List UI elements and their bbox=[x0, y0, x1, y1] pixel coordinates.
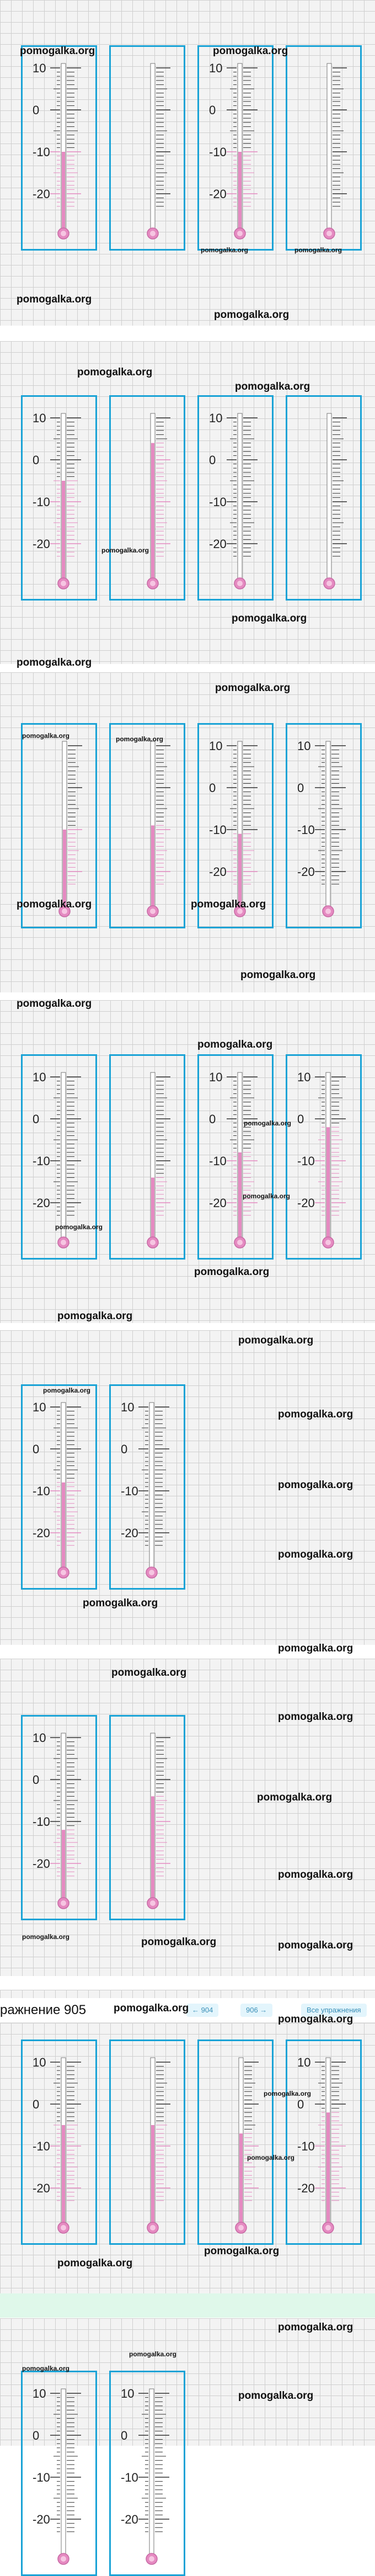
scale-label: 10 bbox=[121, 1400, 135, 1414]
watermark-text: pomogalka.org bbox=[257, 1792, 333, 1803]
bulb-highlight bbox=[150, 909, 156, 914]
thermometer bbox=[109, 2371, 185, 2576]
watermark-text: pomogalka.org bbox=[57, 1310, 133, 1322]
watermark-text: pomogalka.org bbox=[55, 1223, 103, 1231]
thermometer-svg bbox=[23, 725, 95, 927]
watermark-text: pomogalka.org bbox=[17, 899, 92, 910]
thermometer-svg bbox=[111, 2372, 184, 2574]
scale-label: 10 bbox=[209, 739, 223, 753]
scale-label: -10 bbox=[209, 823, 227, 837]
scale-label: -10 bbox=[121, 1484, 138, 1498]
scale-label: 0 bbox=[33, 2097, 40, 2111]
thermometer-tube bbox=[149, 2389, 154, 2559]
bulb-highlight bbox=[150, 1900, 156, 1906]
thermometer-svg bbox=[111, 47, 184, 249]
scale-label: -10 bbox=[33, 1484, 50, 1498]
watermark-text: pomogalka.org bbox=[204, 2245, 280, 2257]
thermometer-svg bbox=[287, 47, 360, 249]
watermark-text: pomogalka.org bbox=[244, 1119, 292, 1127]
scale-label: -10 bbox=[33, 2139, 50, 2153]
scale-label: -20 bbox=[33, 187, 50, 201]
thermometer-tube bbox=[61, 2389, 66, 2559]
thermometer-svg bbox=[111, 725, 184, 927]
prev-exercise-button[interactable]: ← 904 bbox=[186, 2004, 218, 2017]
thermometer-svg bbox=[111, 1056, 184, 1258]
scale-label: -20 bbox=[33, 1196, 50, 1210]
thermometer bbox=[109, 2039, 185, 2245]
scale-label: 10 bbox=[33, 1400, 46, 1414]
scale-label: 10 bbox=[209, 1070, 223, 1084]
scale-label: 0 bbox=[33, 1112, 40, 1126]
watermark-text: pomogalka.org bbox=[264, 2090, 312, 2097]
watermark-text: pomogalka.org bbox=[215, 682, 291, 694]
scale-label: 0 bbox=[33, 103, 40, 117]
scale-label: 10 bbox=[33, 1070, 46, 1084]
watermark-text: pomogalka.org bbox=[22, 1933, 70, 1941]
watermark-text: pomogalka.org bbox=[191, 899, 266, 910]
bulb-highlight bbox=[61, 231, 66, 236]
next-exercise-button[interactable]: 906 → bbox=[240, 2004, 272, 2017]
watermark-text: pomogalka.org bbox=[240, 969, 316, 981]
thermometer-tube bbox=[238, 413, 242, 583]
thermometer bbox=[109, 45, 185, 251]
scale-label: 0 bbox=[297, 781, 304, 795]
watermark-text: pomogalka.org bbox=[278, 1409, 353, 1420]
thermometer bbox=[21, 723, 97, 928]
thermometer bbox=[197, 45, 274, 251]
scale-label: -10 bbox=[297, 2139, 315, 2153]
scale-label: -20 bbox=[33, 537, 50, 551]
thermometer bbox=[21, 395, 97, 601]
scale-label: 10 bbox=[297, 2056, 311, 2069]
thermometer-svg bbox=[111, 397, 184, 599]
scale-label: 10 bbox=[297, 739, 311, 753]
bulb-highlight bbox=[149, 1570, 154, 1575]
watermark-text: pomogalka.org bbox=[213, 45, 288, 57]
scale-label: 0 bbox=[209, 103, 216, 117]
scale-label: 10 bbox=[33, 61, 46, 75]
scale-label: 0 bbox=[33, 1442, 40, 1456]
scale-label: -10 bbox=[33, 495, 50, 509]
thermometer-svg bbox=[199, 47, 272, 249]
watermark-text: pomogalka.org bbox=[201, 246, 249, 254]
watermark-text: pomogalka.org bbox=[278, 1479, 353, 1491]
watermark-text: pomogalka.org bbox=[43, 1387, 91, 1394]
scale-label: -20 bbox=[297, 1196, 315, 1210]
scale-label: -20 bbox=[121, 1526, 138, 1540]
thermometer-tube bbox=[61, 1072, 66, 1242]
thermometer bbox=[109, 1384, 185, 1590]
thermometer bbox=[21, 1715, 97, 1920]
watermark-text: pomogalka.org bbox=[197, 1039, 273, 1050]
scale-label: 0 bbox=[209, 453, 216, 467]
watermark-text: pomogalka.org bbox=[232, 613, 307, 624]
thermometer bbox=[286, 45, 362, 251]
scale-label: -20 bbox=[121, 2513, 138, 2526]
thermometer-svg bbox=[23, 2041, 95, 2243]
watermark-text: pomogalka.org bbox=[129, 2350, 177, 2358]
scale-label: 10 bbox=[209, 411, 223, 425]
watermark-text: pomogalka.org bbox=[116, 735, 164, 743]
thermometer-svg bbox=[287, 1056, 360, 1258]
thermometer-tube bbox=[327, 63, 331, 233]
scale-label: 0 bbox=[121, 1442, 128, 1456]
thermometer bbox=[197, 395, 274, 601]
bulb-highlight bbox=[237, 231, 243, 236]
watermark-text: pomogalka.org bbox=[17, 294, 92, 305]
thermometer-tube bbox=[326, 741, 330, 911]
watermark-text: pomogalka.org bbox=[238, 1335, 314, 1346]
scale-label: 10 bbox=[33, 411, 46, 425]
thermometer bbox=[21, 1384, 97, 1590]
thermometer-svg bbox=[287, 397, 360, 599]
bulb-highlight bbox=[61, 581, 66, 586]
bulb-highlight bbox=[325, 909, 331, 914]
scale-label: -10 bbox=[33, 1815, 50, 1829]
thermometer bbox=[286, 1054, 362, 1260]
scale-label: -20 bbox=[33, 1857, 50, 1871]
liquid-column bbox=[239, 2133, 243, 2228]
scale-label: -20 bbox=[297, 865, 315, 879]
thermometer bbox=[21, 45, 97, 251]
watermark-text: pomogalka.org bbox=[22, 2365, 70, 2372]
thermometer bbox=[286, 723, 362, 928]
bulb-highlight bbox=[61, 1570, 66, 1575]
liquid-column bbox=[62, 1830, 65, 1903]
watermark-text: pomogalka.org bbox=[20, 45, 95, 57]
scale-label: 10 bbox=[121, 2387, 135, 2400]
bulb-highlight bbox=[326, 231, 332, 236]
liquid-column bbox=[151, 1177, 154, 1242]
thermometer bbox=[21, 2371, 97, 2576]
exercise-title: ражнение 905 bbox=[0, 2003, 87, 2017]
scale-label: 10 bbox=[209, 61, 223, 75]
watermark-text: pomogalka.org bbox=[17, 657, 92, 668]
liquid-column bbox=[238, 1152, 242, 1242]
scale-label: -10 bbox=[33, 1154, 50, 1168]
watermark-text: pomogalka.org bbox=[278, 1643, 353, 1654]
all-exercises-button[interactable]: Все упражнения bbox=[301, 2004, 367, 2017]
thermometer bbox=[21, 2039, 97, 2245]
scale-label: -10 bbox=[297, 1154, 315, 1168]
scale-label: 0 bbox=[33, 1773, 40, 1787]
thermometer bbox=[197, 723, 274, 928]
thermometer-svg bbox=[111, 2041, 184, 2243]
thermometer-svg bbox=[199, 2041, 272, 2243]
thermometer-svg bbox=[287, 725, 360, 927]
bulb-highlight bbox=[61, 1900, 66, 1906]
scale-label: -20 bbox=[209, 187, 227, 201]
watermark-text: pomogalka.org bbox=[278, 1549, 353, 1560]
watermark-text: pomogalka.org bbox=[247, 2154, 295, 2161]
thermometer-svg bbox=[23, 47, 95, 249]
thermometer-svg bbox=[199, 725, 272, 927]
liquid-column bbox=[62, 2125, 65, 2228]
watermark-text: pomogalka.org bbox=[57, 2258, 133, 2269]
liquid-column bbox=[326, 1127, 330, 1242]
liquid-column bbox=[151, 1796, 154, 1903]
scale-label: -20 bbox=[209, 537, 227, 551]
scale-label: 0 bbox=[121, 2429, 128, 2442]
bulb-highlight bbox=[238, 2225, 244, 2230]
bulb-highlight bbox=[149, 2556, 154, 2562]
thermometer-svg bbox=[199, 1056, 272, 1258]
watermark-text: pomogalka.org bbox=[194, 1266, 270, 1278]
scale-label: 0 bbox=[297, 1112, 304, 1126]
scale-label: -10 bbox=[33, 145, 50, 159]
scale-label: -20 bbox=[209, 865, 227, 879]
liquid-column bbox=[151, 443, 154, 583]
thermometer-svg bbox=[23, 1386, 95, 1588]
thermometer bbox=[197, 1054, 274, 1260]
watermark-text: pomogalka.org bbox=[294, 246, 342, 254]
ad-banner bbox=[0, 2293, 375, 2318]
liquid-column bbox=[62, 481, 65, 583]
watermark-text: pomogalka.org bbox=[278, 2014, 353, 2025]
scale-label: -10 bbox=[209, 145, 227, 159]
thermometer-svg bbox=[111, 1717, 184, 1919]
bulb-highlight bbox=[326, 581, 332, 586]
scale-label: 0 bbox=[33, 453, 40, 467]
scale-label: 0 bbox=[209, 1112, 216, 1126]
scale-label: -20 bbox=[209, 1196, 227, 1210]
thermometer-tube bbox=[149, 1403, 154, 1573]
scale-label: -10 bbox=[209, 1154, 227, 1168]
bulb-highlight bbox=[325, 2225, 331, 2230]
scale-label: 10 bbox=[33, 2056, 46, 2069]
scale-label: -20 bbox=[33, 2513, 50, 2526]
thermometer-svg bbox=[287, 2041, 360, 2243]
scale-label: -10 bbox=[209, 495, 227, 509]
bulb-highlight bbox=[61, 1240, 66, 1245]
watermark-text: pomogalka.org bbox=[278, 1869, 353, 1881]
bulb-highlight bbox=[325, 1240, 331, 1245]
scale-label: -10 bbox=[121, 2471, 138, 2484]
scale-label: -10 bbox=[297, 823, 315, 837]
thermometer-svg bbox=[23, 2372, 95, 2574]
scale-label: 0 bbox=[209, 781, 216, 795]
bulb-highlight bbox=[61, 2556, 66, 2562]
bulb-highlight bbox=[237, 581, 243, 586]
watermark-text: pomogalka.org bbox=[141, 1936, 217, 1948]
scale-label: 10 bbox=[297, 1070, 311, 1084]
bulb-highlight bbox=[61, 2225, 66, 2230]
watermark-text: pomogalka.org bbox=[278, 1711, 353, 1723]
scale-label: -20 bbox=[33, 1526, 50, 1540]
bulb-highlight bbox=[150, 2225, 156, 2230]
scale-label: 10 bbox=[33, 2387, 46, 2400]
thermometer bbox=[286, 2039, 362, 2245]
thermometer bbox=[109, 1054, 185, 1260]
watermark-text: pomogalka.org bbox=[114, 2003, 189, 2014]
thermometer-tube bbox=[327, 413, 331, 583]
thermometer bbox=[109, 395, 185, 601]
liquid-column bbox=[62, 1483, 65, 1573]
liquid-column bbox=[151, 2125, 154, 2228]
watermark-text: pomogalka.org bbox=[22, 732, 70, 740]
watermark-text: pomogalka.org bbox=[278, 1940, 353, 1951]
thermometer-svg bbox=[199, 397, 272, 599]
watermark-text: pomogalka.org bbox=[83, 1597, 158, 1609]
thermometer bbox=[197, 2039, 274, 2245]
liquid-column bbox=[238, 152, 242, 233]
thermometer bbox=[286, 395, 362, 601]
thermometer-svg bbox=[111, 1386, 184, 1588]
watermark-text: pomogalka.org bbox=[77, 367, 153, 378]
thermometer-tube bbox=[151, 63, 155, 233]
bulb-highlight bbox=[150, 231, 156, 236]
watermark-text: pomogalka.org bbox=[278, 2322, 353, 2333]
scale-label: 0 bbox=[33, 2429, 40, 2442]
thermometer-svg bbox=[23, 1717, 95, 1919]
scale-label: 0 bbox=[297, 2097, 304, 2111]
bulb-highlight bbox=[150, 1240, 156, 1245]
liquid-column bbox=[151, 825, 154, 911]
thermometer-svg bbox=[23, 397, 95, 599]
scale-label: -10 bbox=[33, 2471, 50, 2484]
watermark-text: pomogalka.org bbox=[17, 998, 92, 1010]
scale-label: -20 bbox=[297, 2181, 315, 2195]
thermometer bbox=[109, 1715, 185, 1920]
scale-label: 10 bbox=[33, 1731, 46, 1745]
watermark-text: pomogalka.org bbox=[111, 1667, 187, 1679]
watermark-text: pomogalka.org bbox=[243, 1192, 291, 1200]
watermark-text: pomogalka.org bbox=[101, 546, 149, 554]
thermometer bbox=[109, 723, 185, 928]
bulb-highlight bbox=[150, 581, 156, 586]
watermark-text: pomogalka.org bbox=[235, 381, 310, 392]
liquid-column bbox=[326, 2112, 330, 2228]
watermark-text: pomogalka.org bbox=[238, 2390, 314, 2402]
watermark-text: pomogalka.org bbox=[214, 309, 290, 321]
bulb-highlight bbox=[237, 1240, 243, 1245]
liquid-column bbox=[62, 152, 65, 233]
scale-label: -20 bbox=[33, 2181, 50, 2195]
